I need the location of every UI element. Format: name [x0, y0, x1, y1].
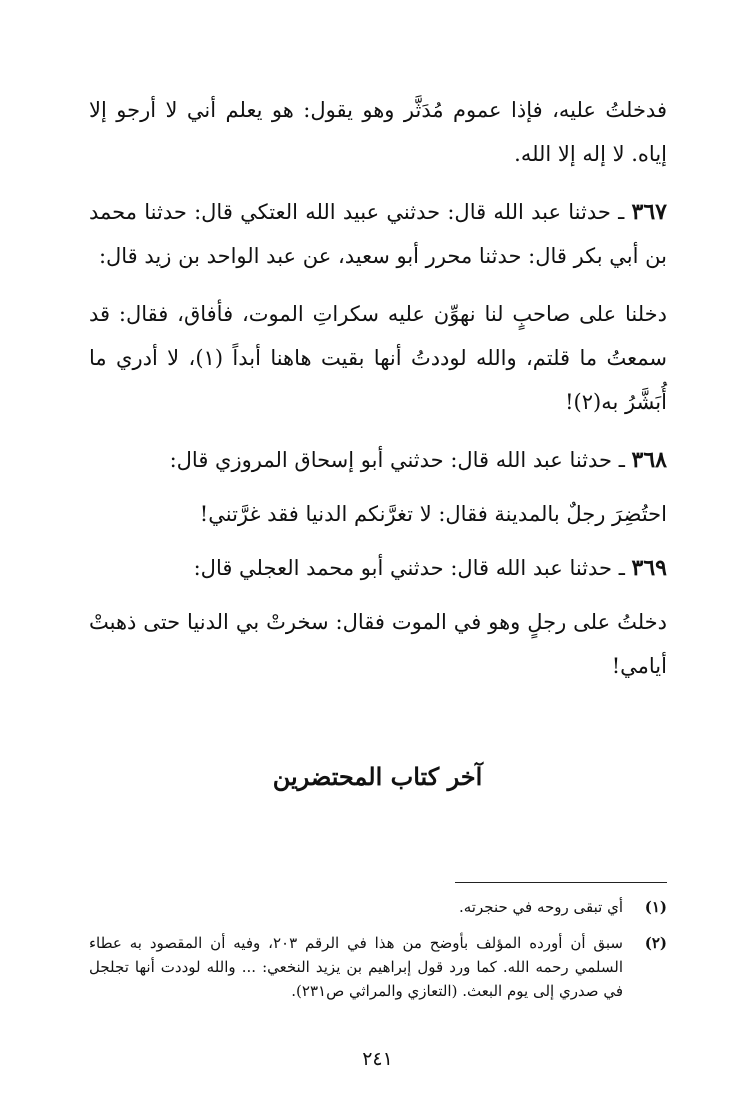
page-number: ٢٤١	[362, 1048, 393, 1070]
numbered-report	[89, 190, 667, 278]
footnote	[89, 931, 667, 1003]
report-number: ٣٦٩	[631, 555, 667, 581]
footnote-text: أي تبقى روحه في حنجرته.	[459, 898, 623, 916]
numbered-report	[89, 438, 667, 482]
paragraph	[89, 88, 667, 176]
footnote-mark: (٢)	[644, 934, 667, 952]
report-number: ٣٦٨	[631, 447, 667, 473]
paragraph-text: ـ حدثنا عبد الله قال: حدثني عبيد الله العتكي قال: حدثنا محمد بن أبي بكر قال: حدثنا محرر أبو سعيد، عن عبد الواحد بن زيد قال:	[89, 200, 667, 268]
body-text	[89, 88, 667, 702]
paragraph-text: دخلنا على صاحبٍ لنا نهوِّن عليه سكراتِ الموت، فأفاق، فقال: قد سمعتُ ما قلتم، والله لوددتُ أنها بقيت هاهنا أبداً (١)، لا أدري ما أُبَشَّرُ به(٢)!	[89, 302, 668, 414]
paragraph-text: فدخلتُ عليه، فإذا عموم مُدَثَّر وهو يقول: هو يعلم أني لا أرجو إلا إياه. لا إله إلا الله.	[89, 98, 667, 166]
footnote	[89, 895, 667, 919]
footnotes	[89, 895, 667, 1015]
paragraph-text: دخلتُ على رجلٍ وهو في الموت فقال: سخرتْ بي الدنيا حتى ذهبتْ أيامي!	[89, 610, 667, 678]
paragraph-text: ـ حدثنا عبد الله قال: حدثني أبو إسحاق المروزي قال:	[169, 448, 632, 472]
paragraph-text: احتُضِرَ رجلٌ بالمدينة فقال: لا تغرَّنكم الدنيا فقد غرَّتني!	[199, 502, 667, 526]
footnote-mark: (١)	[644, 898, 667, 916]
numbered-report	[89, 546, 667, 590]
footnote-text: سبق أن أورده المؤلف بأوضح من هذا في الرقم ٢٠٣، وفيه أن المقصود به عطاء السلمي رحمه الله. كما ورد قول إبراهيم بن يزيد النخعي: ... والله لوددت أنها تجلجل في صدري إلى يوم البعث. (التعازي والمراثي ص٢٣١).	[89, 934, 623, 1000]
paragraph	[89, 492, 667, 536]
paragraph-text: ـ حدثنا عبد الله قال: حدثني أبو محمد العجلي قال:	[193, 556, 632, 580]
footnote-divider	[455, 882, 667, 883]
paragraph	[89, 292, 667, 424]
report-number: ٣٦٧	[631, 199, 667, 225]
paragraph	[89, 600, 667, 688]
closing-heading: آخر كتاب المحتضرين	[272, 762, 483, 791]
